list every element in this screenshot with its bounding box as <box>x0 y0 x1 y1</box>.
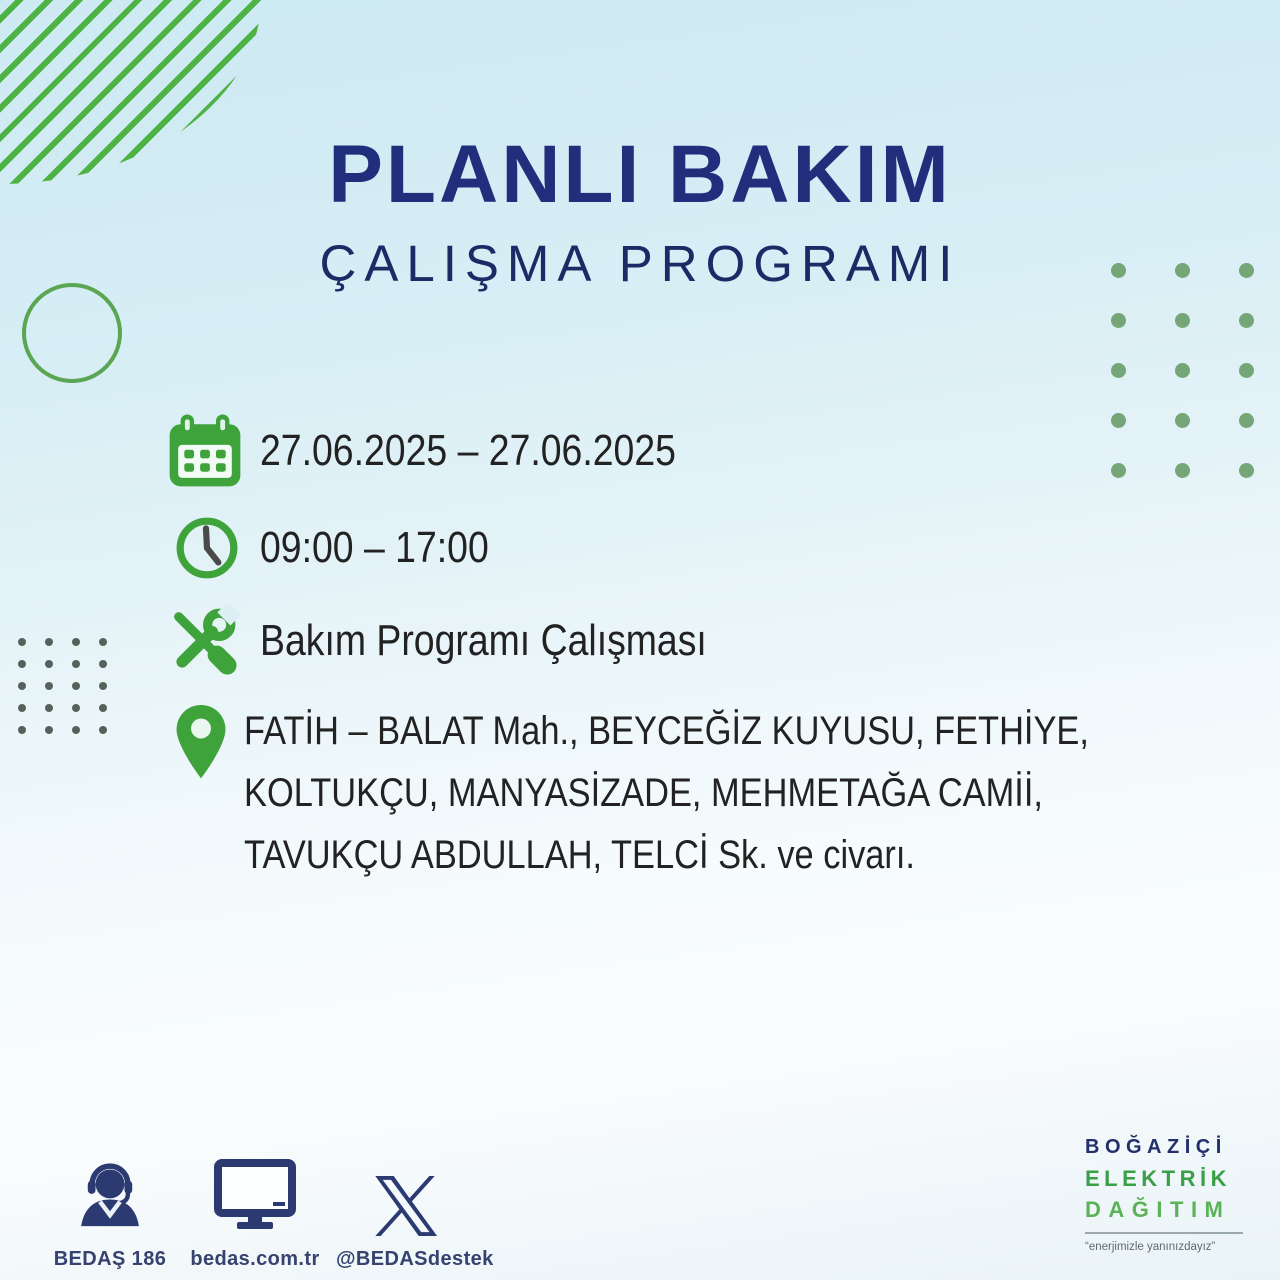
work-type-row <box>166 602 786 680</box>
brand-line-elektrik: ELEKTRİK <box>1085 1166 1231 1191</box>
footer-social-label: @BEDASdestek <box>336 1248 494 1270</box>
location-line: KOLTUKÇU, MANYASİZADE, MEHMETAĞA CAMİİ, <box>244 771 1043 815</box>
brand-line-dagitim: DAĞITIM <box>1085 1197 1231 1222</box>
page-title: PLANLI BAKIM <box>328 129 952 220</box>
dot-grid-right-decoration <box>1111 263 1254 478</box>
footer-website <box>185 1150 325 1271</box>
time-row <box>166 512 529 584</box>
location-pin-icon <box>166 700 230 786</box>
circle-outline-decoration <box>22 283 122 383</box>
brand-logo <box>1085 1136 1243 1253</box>
time-range: 09:00 – 17:00 <box>260 523 489 572</box>
clock-icon <box>166 515 244 581</box>
work-type: Bakım Programı Çalışması <box>260 616 707 665</box>
footer-website-label: bedas.com.tr <box>190 1248 320 1270</box>
x-logo-icon <box>336 1150 476 1236</box>
dot-grid-left-decoration <box>18 638 107 734</box>
location-line: FATİH – BALAT Mah., BEYCEĞİZ KUYUSU, FETHİYE, <box>244 709 1089 753</box>
monitor-icon <box>185 1150 325 1236</box>
date-range: 27.06.2025 – 27.06.2025 <box>260 426 676 475</box>
brand-line-bogazici: BOĞAZİÇİ <box>1085 1136 1227 1158</box>
page-subtitle: ÇALIŞMA PROGRAMI <box>319 235 961 292</box>
brand-divider <box>1085 1232 1243 1234</box>
date-row <box>166 404 749 498</box>
support-agent-icon <box>40 1150 180 1236</box>
crossed-tools-icon <box>166 604 244 678</box>
location-line: TAVUKÇU ABDULLAH, TELCİ Sk. ve civarı. <box>244 833 915 877</box>
location-row <box>166 700 1226 886</box>
footer-phone-label: BEDAŞ 186 <box>53 1248 167 1270</box>
footer-phone <box>40 1150 180 1271</box>
brand-tagline: “enerjimizle yanınızdayız” <box>1085 1241 1216 1253</box>
footer-social <box>336 1150 494 1271</box>
calendar-icon <box>166 406 244 496</box>
location-address <box>244 700 1089 886</box>
